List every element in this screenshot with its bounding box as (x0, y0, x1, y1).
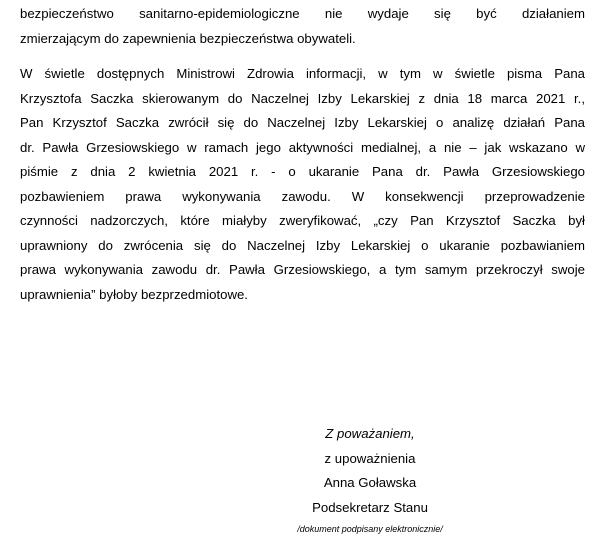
paragraph-1 (20, 2, 585, 51)
signature-block (270, 422, 470, 536)
authorization-note: z upoważnienia (324, 450, 416, 466)
paragraph-1-line: zmierzającym do zapewnienia bezpieczeństwa obywateli. (20, 30, 356, 46)
electronic-signature-note: /dokument podpisany elektronicznie/ (297, 524, 443, 534)
paragraph-2-line: uprawniony do zwrócenia się do Naczelnej Izby Lekarskiej o ukaranie pozbawianiem (20, 237, 585, 253)
paragraph-2 (20, 62, 585, 307)
paragraph-2-line: W świetle dostępnych Ministrowi Zdrowia informacji, w tym w świetle pisma Pana (20, 66, 585, 81)
paragraph-2-line: uprawnienia” byłoby bezprzedmiotowe. (20, 286, 248, 302)
paragraph-2-line: Pan Krzysztof Saczka zwrócił się do Naczelnej Izby Lekarskiej o analizę działań Pana (20, 115, 585, 130)
paragraph-2-line: Krzysztofa Saczka skierowanym do Naczelnej Izby Lekarskiej z dnia 18 marca 2021 r., (20, 90, 585, 106)
paragraph-2-line: prawa wykonywania zawodu dr. Pawła Grzesiowskiego, a tym samym przekroczył swoje (20, 262, 585, 277)
closing-salutation: Z poważaniem, (325, 426, 415, 441)
signatory-title: Podsekretarz Stanu (312, 499, 428, 515)
paragraph-2-line: pozbawieniem prawa wykonywania zawodu. W konsekwencji przeprowadzenie (20, 188, 585, 204)
paragraph-2-line: czynności nadzorczych, które miałyby zweryfikować, „czy Pan Krzysztof Saczka był (20, 213, 585, 228)
paragraph-2-line: piśmie z dnia 2 kwietnia 2021 r. - o ukaranie Pana dr. Pawła Grzesiowskiego (20, 164, 585, 179)
paragraph-2-line: dr. Pawła Grzesiowskiego w ramach jego aktywności medialnej, a nie – jak wskazano w (20, 139, 585, 155)
signatory-name: Anna Goławska (323, 475, 417, 490)
paragraph-1-line: bezpieczeństwo sanitarno-epidemiologiczne nie wydaje się być działaniem (20, 6, 585, 21)
